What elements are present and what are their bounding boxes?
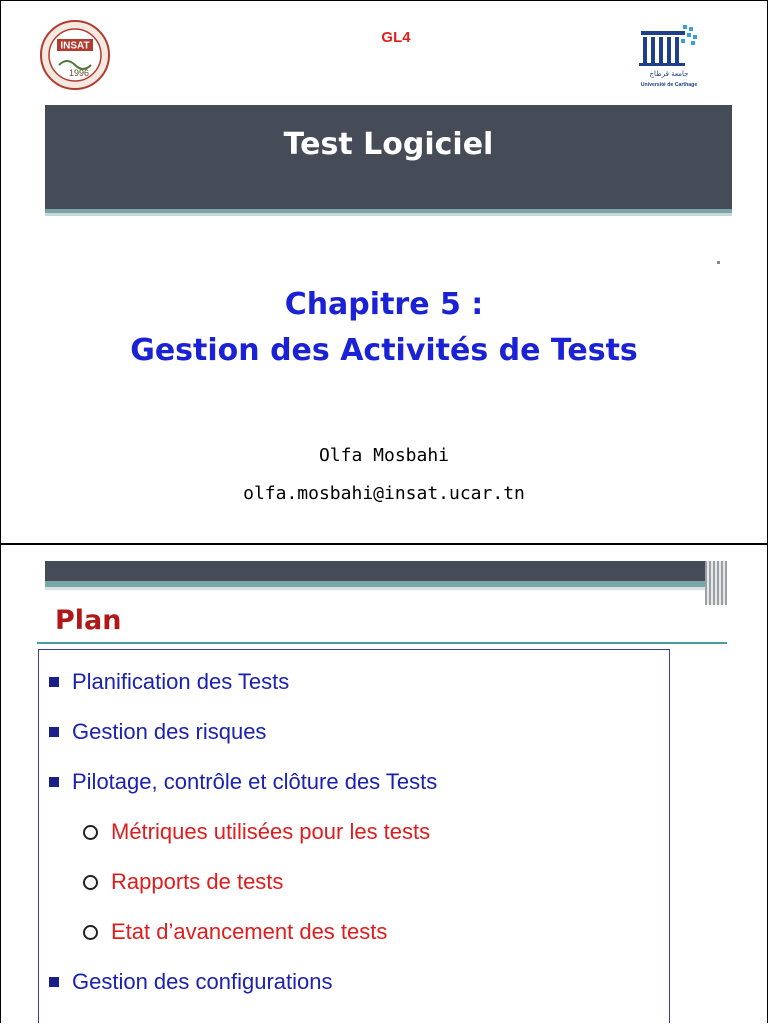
circle-bullet-icon (83, 925, 98, 940)
plan-slide (0, 544, 768, 1023)
plan-list (38, 649, 670, 1023)
square-bullet-icon (49, 677, 59, 687)
circle-bullet-icon (83, 875, 98, 890)
plan-heading: Plan (55, 605, 122, 636)
decorative-dot (717, 261, 720, 264)
title-accent-stripe-light (45, 213, 732, 216)
chapter-number: Chapitre 5 : (284, 287, 484, 322)
universite-de-carthage-logo-icon (637, 23, 701, 89)
list-subitem-label: Métriques utilisées pour les tests (111, 819, 431, 844)
course-code: GL4 (381, 29, 411, 46)
author-email: olfa.mosbahi@insat.ucar.tn (243, 483, 525, 504)
ucar-logo-arabic: جامعة قرطاج (649, 70, 689, 78)
heading-divider (37, 642, 727, 644)
ucar-logo-text: Université de Carthage (640, 82, 698, 88)
list-item-label: Gestion des configurations (72, 969, 333, 994)
insat-logo-icon (39, 19, 111, 91)
circle-bullet-icon (83, 825, 98, 840)
insat-logo-text: INSAT (60, 40, 90, 52)
course-title: Test Logiciel (283, 127, 494, 162)
square-bullet-icon (49, 777, 59, 787)
list-item-label: Planification des Tests (72, 669, 290, 694)
list-subitem-label: Rapports de tests (111, 869, 284, 894)
chapter-title: Gestion des Activités de Tests (130, 333, 638, 368)
square-bullet-icon (49, 727, 59, 737)
list-subitem-label: Etat d’avancement des tests (111, 919, 388, 944)
title-banner (45, 105, 732, 209)
list-item-label: Pilotage, contrôle et clôture des Tests (72, 769, 438, 794)
header-banner (45, 561, 705, 581)
header-accent-stripe-light (45, 587, 705, 590)
list-item-label: Gestion des risques (72, 719, 267, 744)
author-name: Olfa Mosbahi (318, 445, 450, 466)
square-bullet-icon (49, 977, 59, 987)
header-stripes (705, 561, 727, 605)
insat-logo-year: 1996 (68, 68, 90, 78)
